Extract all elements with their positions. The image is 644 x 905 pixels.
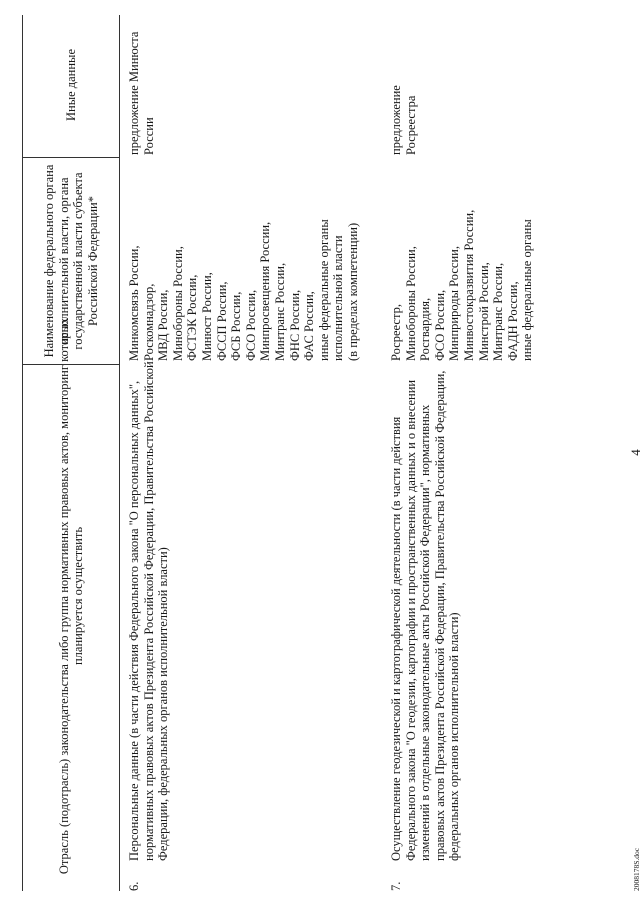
header-subject: Отрасль (подотрасль) законодательства либо группа нормативных правовых актов, мониторинг которых планируется осуществить	[56, 317, 85, 875]
row-agencies	[389, 161, 535, 361]
divider	[23, 364, 119, 365]
agency-item: ФАС России,	[302, 291, 317, 361]
agency-item: Минюст России,	[199, 272, 214, 361]
agency-item: МВД России,	[156, 289, 171, 361]
agency-item: Минобороны России,	[403, 246, 418, 361]
agency-item: ФСТЭК России,	[185, 274, 200, 361]
agency-item: Минвостокразвития России,	[461, 209, 476, 361]
agency-item: ФССП России,	[214, 281, 229, 361]
row-other: предложение Минюста России	[127, 31, 156, 155]
agency-item: Минтранс России,	[491, 262, 506, 361]
agency-item: Минтранс России,	[272, 262, 287, 361]
agency-item: иные федеральные органы	[520, 219, 535, 361]
row-other: предложение Росреестра	[389, 85, 418, 155]
page-number: 4	[628, 449, 643, 456]
row-number: 6.	[127, 881, 141, 891]
row-agencies	[127, 161, 361, 361]
agency-item: ФСО России,	[243, 289, 258, 361]
agency-item: Росгвардия,	[418, 297, 433, 361]
agency-item: ФАДН России,	[505, 281, 520, 361]
agency-item: Росреестр,	[389, 304, 403, 361]
monitoring-table	[22, 15, 535, 891]
divider	[23, 157, 119, 158]
agency-item: Минобороны России,	[170, 246, 185, 361]
header-agency: Наименование федерального органа исполнительной власти, органа государственной власти субъекта Российской Федерации*	[42, 164, 100, 358]
table-header	[23, 15, 120, 891]
agency-item: Роскомнадзор,	[141, 283, 156, 361]
row-number: 7.	[389, 881, 403, 891]
agency-item: исполнительной власти	[331, 235, 346, 361]
header-other: Иные данные	[63, 48, 78, 122]
agency-item: ФНС России,	[287, 289, 302, 361]
row-subject: Осуществление геодезической и картографической деятельности (в части действия Федерального закона "О геодезии, картографии и пространственных данных и о внесении изменений в отдельные законодательные акты Российской Федерации", нормативных правовых актов Президента Российской Федерации, Правительства Российской Федерации, федеральных органов исполнительной власти)	[389, 370, 462, 861]
agency-item: Минстрой России,	[476, 262, 491, 361]
agency-item: ФСО России,	[432, 289, 447, 361]
row-subject: Персональные данные (в части действия Федерального закона "О персональных данных", нормативных правовых актов Президента Российской Федерации, Правительства Российской Федерации, федеральных органов исполнительной власти)	[127, 361, 171, 861]
agency-item: Минприроды России,	[447, 246, 462, 361]
agency-item: (в пределах компетенции)	[345, 222, 360, 361]
agency-item: Минкомсвязь России,	[127, 245, 141, 361]
agency-item: ФСБ России,	[229, 291, 244, 361]
agency-item: Минпросвещения России,	[258, 221, 273, 361]
file-code: 2008178S.doc	[632, 847, 641, 891]
agency-item: иные федеральные органы	[316, 219, 331, 361]
